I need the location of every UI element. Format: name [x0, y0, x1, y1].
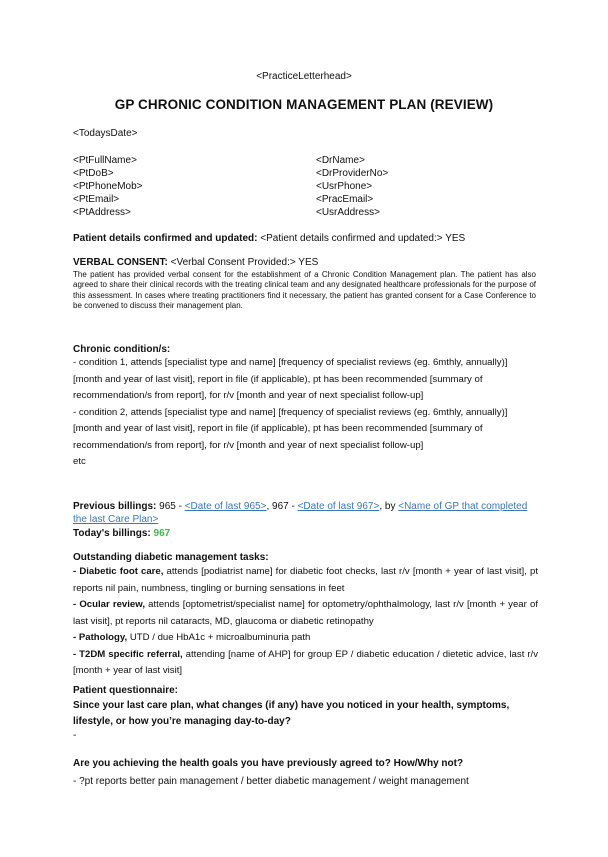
- diabetic-task-item: [73, 630, 538, 647]
- gp-last-care-plan-link[interactable]: <Name of GP that completed the last Care Plan>: [73, 501, 528, 525]
- user-address: <UsrAddress>: [316, 207, 380, 218]
- chronic-conditions-list: [73, 355, 538, 471]
- conditions-etc: etc: [73, 456, 86, 467]
- diabetic-task-item: [73, 597, 538, 630]
- patient-address: <PtAddress>: [73, 207, 131, 218]
- task-text: attends [podiatrist name] for diabetic foot checks, last r/v [month + year of last visit], pt reports nil pain, numbness, tingling or burning sensations in feet: [73, 566, 538, 594]
- practice-letterhead: <PracticeLetterhead>: [256, 71, 352, 82]
- answer-1: -: [73, 730, 77, 741]
- todays-billings-label: Today's billings:: [73, 528, 151, 539]
- question-1: Since your last care plan, what changes (if any) have you noticed in your health, symptoms, lifestyle, or how you’re managing day-to-day?: [73, 700, 510, 727]
- verbal-consent-line: [73, 256, 543, 269]
- consent-paragraph: The patient has provided verbal consent for the establishment of a Chronic Condition Management plan. The patient has also agreed to share their clinical records with the treating clinical team and any designated healthcare professionals for the purpose of this assessment. In cases where treating practitioners find it necessary, the patient has granted consent for a Case Conference to be convened to discuss their management plan.: [73, 270, 536, 311]
- billing-967-prefix: , 967 -: [266, 501, 298, 512]
- date-last-967-link[interactable]: <Date of last 967>: [297, 501, 380, 512]
- diabetic-task-item: [73, 647, 538, 680]
- practice-email: <PracEmail>: [316, 194, 374, 205]
- date-last-965-link[interactable]: <Date of last 965>: [184, 501, 267, 512]
- doctor-provider-no: <DrProviderNo>: [316, 168, 389, 179]
- details-confirmed-value: <Patient details confirmed and updated:> YES: [260, 233, 466, 244]
- task-text: attending [name of AHP] for group EP / diabetic education / dietetic advice, last r/v [month + year of last visit]: [73, 648, 538, 676]
- patient-dob: <PtDoB>: [73, 168, 114, 179]
- todays-billings-value: 967: [153, 528, 171, 539]
- previous-billings-label: Previous billings:: [73, 501, 157, 512]
- user-phone: <UsrPhone>: [316, 181, 373, 192]
- task-title: - Diabetic foot care,: [73, 566, 164, 577]
- task-title: - T2DM specific referral,: [73, 648, 183, 660]
- task-title: - Pathology,: [73, 632, 128, 643]
- todays-billings: [73, 527, 170, 540]
- diabetic-task-item: [73, 564, 538, 597]
- patient-details: [73, 154, 143, 219]
- document-title: GP CHRONIC CONDITION MANAGEMENT PLAN (REVIEW): [114, 97, 494, 112]
- doctor-name: <DrName>: [316, 155, 365, 166]
- question-2: Are you achieving the health goals you have previously agreed to? How/Why not?: [73, 758, 464, 769]
- answer-2: - ?pt reports better pain management / better diabetic management / weight management: [73, 776, 469, 787]
- details-confirmed-label: Patient details confirmed and updated:: [73, 233, 258, 244]
- diabetic-tasks-list: [73, 564, 538, 680]
- task-text: attends [optometrist/specialist name] for optometry/ophthalmology, last r/v [month + year of last visit], pt reports nil cataracts, MD, glaucoma or diabetic retinopathy: [73, 599, 538, 627]
- questionnaire-heading: Patient questionnaire:: [73, 685, 179, 696]
- condition-item: - condition 2, attends [specialist type and name] [frequency of specialist reviews (eg. 6mthly, annually)] [month and year of last visit], report in file (if applicable), pt has been recommended [summary of recommendation/s from report], for r/v [month and year of next specialist follow-up]: [73, 406, 508, 451]
- previous-billings: [73, 501, 543, 526]
- verbal-consent-label: VERBAL CONSENT:: [73, 257, 168, 268]
- task-text: UTD / due HbA1c + microalbuminuria path: [127, 632, 311, 643]
- billing-965-prefix: 965 -: [159, 501, 185, 512]
- patient-full-name: <PtFullName>: [73, 155, 137, 166]
- doctor-details: [316, 154, 388, 219]
- patient-phone: <PtPhoneMob>: [73, 181, 143, 192]
- chronic-conditions-heading: Chronic condition/s:: [73, 344, 171, 355]
- condition-item: - condition 1, attends [specialist type and name] [frequency of specialist reviews (eg. 6mthly, annually)] [month and year of last visit], report in file (if applicable), pt has been recommended [summary of recommendation/s from report], for r/v [month and year of next specialist follow-up]: [73, 357, 508, 401]
- verbal-consent-value: <Verbal Consent Provided:> YES: [170, 257, 319, 268]
- patient-email: <PtEmail>: [73, 194, 120, 205]
- task-title: - Ocular review,: [73, 599, 146, 610]
- diabetic-tasks-heading: Outstanding diabetic management tasks:: [73, 552, 269, 563]
- billing-by: , by: [379, 501, 399, 512]
- todays-date: <TodaysDate>: [73, 128, 138, 139]
- details-confirmed-line: [73, 232, 543, 245]
